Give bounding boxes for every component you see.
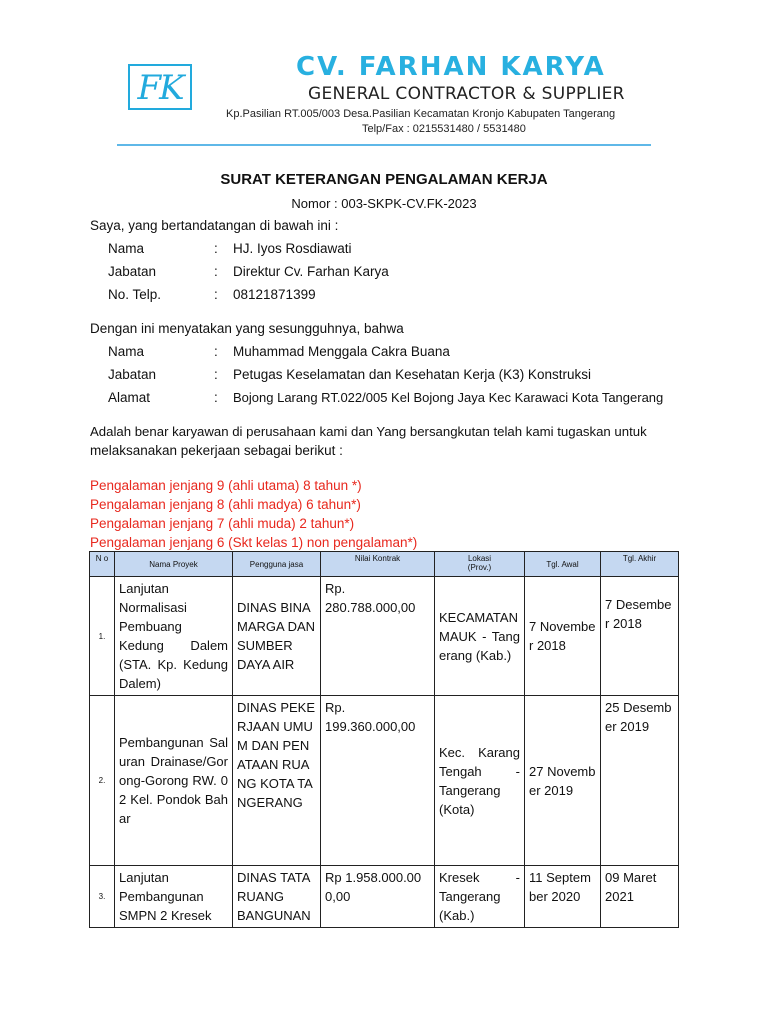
header-project: Nama Proyek <box>115 552 233 577</box>
row-user: DINAS BINA MARGA DAN SUMBER DAYA AIR <box>233 577 321 696</box>
employee-address-value: Bojong Larang RT.022/005 Kel Bojong Jaya Kec Karawaci Kota Tangerang <box>233 390 664 405</box>
row-start: 7 November 2018 <box>525 577 601 696</box>
signer-phone-value: 08121871399 <box>233 287 316 302</box>
assignment-paragraph-line2: melaksanakan pekerjaan sebagai berikut : <box>90 443 343 458</box>
table-row <box>90 866 679 928</box>
experience-level-6: Pengalaman jenjang 6 (Skt kelas 1) non pengalaman*) <box>90 535 418 550</box>
header-location-line2: (Prov.) <box>467 563 492 572</box>
header-value: Nilai Kontrak <box>321 552 435 577</box>
signer-phone-label: No. Telp. <box>108 287 162 302</box>
header-location <box>435 552 525 577</box>
employee-position-colon: : <box>214 367 218 382</box>
signer-name-label: Nama <box>108 241 145 256</box>
document-number: Nomor : 003-SKPK-CV.FK-2023 <box>291 196 477 211</box>
row-location: Kec. Karang Tengah - Tangerang (Kota) <box>435 696 525 866</box>
row-end: 7 Desember 2018 <box>601 577 679 696</box>
row-value: Rp. 280.788.000,00 <box>321 577 435 696</box>
row-user: DINAS PEKERJAAN UMUM DAN PENATAAN RUANG KOTA TANGERANG <box>233 696 321 866</box>
row-no: 3. <box>90 866 115 928</box>
header-no: N o <box>90 552 115 577</box>
experience-level-8: Pengalaman jenjang 8 (ahli madya) 6 tahun*) <box>90 497 361 512</box>
row-project: Lanjutan Pembangunan SMPN 2 Kresek <box>115 866 233 928</box>
row-project: Pembangunan Saluran Drainase/Gorong-Gorong RW. 02 Kel. Pondok Bahar <box>115 696 233 866</box>
row-start: 11 September 2020 <box>525 866 601 928</box>
logo-text: FK <box>137 68 183 108</box>
employee-name-label: Nama <box>108 344 145 359</box>
row-no: 2. <box>90 696 115 866</box>
signer-name-colon: : <box>214 241 218 256</box>
signer-position-value: Direktur Cv. Farhan Karya <box>233 264 389 279</box>
header-end: Tgl. Akhir <box>601 552 679 577</box>
row-value: Rp 1.958.000.000,00 <box>321 866 435 928</box>
row-location: Kresek - Tangerang (Kab.) <box>435 866 525 928</box>
company-tagline: GENERAL CONTRACTOR & SUPPLIER <box>308 84 625 104</box>
row-no: 1. <box>90 577 115 696</box>
company-logo <box>128 64 192 110</box>
statement-text: Dengan ini menyatakan yang sesungguhnya, bahwa <box>90 321 404 336</box>
row-project: Lanjutan Normalisasi Pembuang Kedung Dalem (STA. Kp. Kedung Dalem) <box>115 577 233 696</box>
table-row <box>90 696 679 866</box>
employee-name-value: Muhammad Menggala Cakra Buana <box>233 344 450 359</box>
row-start: 27 November 2019 <box>525 696 601 866</box>
row-location: KECAMATAN MAUK - Tangerang (Kab.) <box>435 577 525 696</box>
row-user: DINAS TATA RUANG BANGUNAN <box>233 866 321 928</box>
signer-phone-colon: : <box>214 287 218 302</box>
experience-table <box>89 551 679 928</box>
company-name: CV. FARHAN KARYA <box>296 52 606 82</box>
intro-text: Saya, yang bertandatangan di bawah ini : <box>90 218 339 233</box>
table-header-row <box>90 552 679 577</box>
document-title: SURAT KETERANGAN PENGALAMAN KERJA <box>220 171 548 188</box>
company-address: Kp.Pasilian RT.005/003 Desa.Pasilian Kecamatan Kronjo Kabupaten Tangerang <box>226 108 616 120</box>
employee-position-value: Petugas Keselamatan dan Kesehatan Kerja (K3) Konstruksi <box>233 367 591 382</box>
company-phone: Telp/Fax : 0215531480 / 5531480 <box>362 123 526 135</box>
table-row <box>90 577 679 696</box>
header-location-line1: Lokasi <box>467 554 492 563</box>
signer-name-value: HJ. Iyos Rosdiawati <box>233 241 352 256</box>
employee-address-label: Alamat <box>108 390 151 405</box>
letterhead-divider <box>117 144 651 146</box>
employee-position-label: Jabatan <box>108 367 157 382</box>
row-end: 25 Desember 2019 <box>601 696 679 866</box>
experience-level-9: Pengalaman jenjang 9 (ahli utama) 8 tahun *) <box>90 478 362 493</box>
signer-position-label: Jabatan <box>108 264 157 279</box>
header-user: Pengguna jasa <box>233 552 321 577</box>
signer-position-colon: : <box>214 264 218 279</box>
header-start: Tgl. Awal <box>525 552 601 577</box>
row-value: Rp. 199.360.000,00 <box>321 696 435 866</box>
experience-level-7: Pengalaman jenjang 7 (ahli muda) 2 tahun*) <box>90 516 355 531</box>
row-end: 09 Maret 2021 <box>601 866 679 928</box>
employee-address-colon: : <box>214 390 218 405</box>
assignment-paragraph-line1: Adalah benar karyawan di perusahaan kami dan Yang bersangkutan telah kami tugaskan untuk <box>90 424 647 439</box>
employee-name-colon: : <box>214 344 218 359</box>
